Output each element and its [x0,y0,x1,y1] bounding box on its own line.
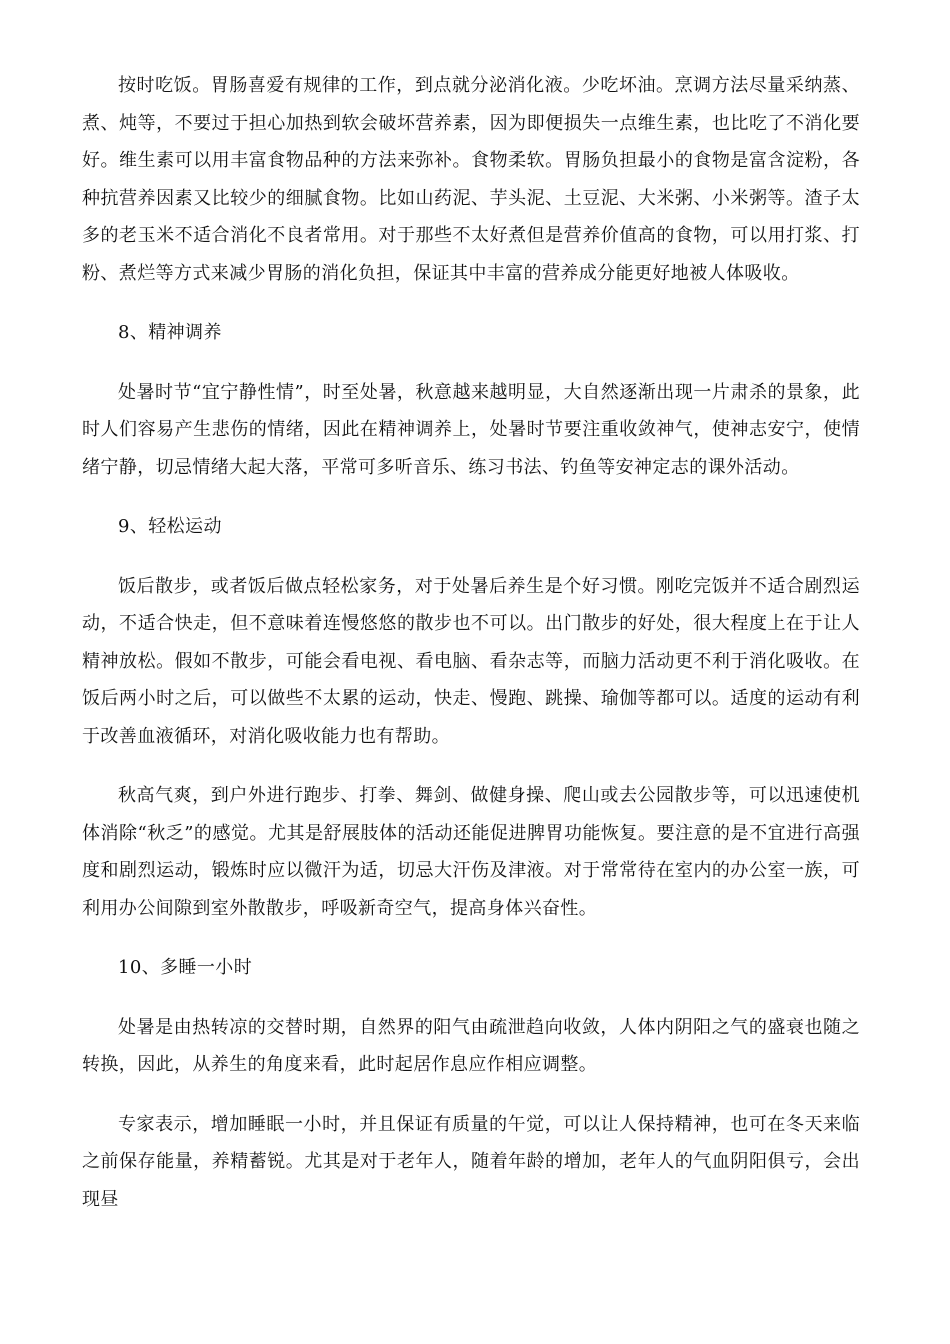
section-heading-mental-care: 8、精神调养 [118,322,222,343]
section-heading-more-sleep: 10、多睡一小时 [118,957,253,978]
paragraph-mental-care: 处暑时节“宜宁静性情”，时至处暑，秋意越来越明显，大自然逐渐出现一片肃杀的景象，此时人们容易产生悲伤的情绪，因此在精神调养上，处暑时节要注重收敛神气，使神志安宁，使情绪宁静，切忌情绪大起大落，平常可多听音乐、练习书法、钓鱼等安神定志的课外活动。 [82,381,860,478]
paragraph-after-meal-walk: 饭后散步，或者饭后做点轻松家务，对于处暑后养生是个好习惯。刚吃完饭并不适合剧烈运动，不适合快走，但不意味着连慢悠悠的散步也不可以。出门散步的好处，很大程度上在于让人精神放松。假如不散步，可能会看电视、看电脑、看杂志等，而脑力活动更不利于消化吸收。在饭后两小时之后，可以做些不太累的运动，快走、慢跑、跳操、瑜伽等都可以。适度的运动有利于改善血液循环，对消化吸收能力也有帮助。 [82,575,860,747]
section-heading-light-exercise: 9、轻松运动 [118,516,222,537]
paragraph-outdoor-activity: 秋高气爽，到户外进行跑步、打拳、舞剑、做健身操、爬山或去公园散步等，可以迅速使机体消除“秋乏”的感觉。尤其是舒展肢体的活动还能促进脾胃功能恢复。要注意的是不宜进行高强度和剧烈运动，锻炼时应以微汗为适，切忌大汗伤及津液。对于常常待在室内的办公室一族，可利用办公间隙到室外散散步，呼吸新奇空气，提高身体兴奋性。 [82,785,860,919]
paragraph-expert-sleep-advice: 专家表示，增加睡眠一小时，并且保证有质量的午觉，可以让人保持精神，也可在冬天来临之前保存能量，养精蓄锐。尤其是对于老年人，随着年龄的增加，老年人的气血阴阳俱亏，会出现昼 [82,1113,860,1210]
paragraph-diet-habits: 按时吃饭。胃肠喜爱有规律的工作，到点就分泌消化液。少吃坏油。烹调方法尽量采纳蒸、煮、炖等，不要过于担心加热到软会破坏营养素，因为即便损失一点维生素，也比吃了不消化要好。维生素可以用丰富食物品种的方法来弥补。食物柔软。胃肠负担最小的食物是富含淀粉，各种抗营养因素又比较少的细腻食物。比如山药泥、芋头泥、土豆泥、大米粥、小米粥等。渣子太多的老玉米不适合消化不良者常用。对于那些不太好煮但是营养价值高的食物，可以用打浆、打粉、煮烂等方式来减少胃肠的消化负担，保证其中丰富的营养成分能更好地被人体吸收。 [82,75,860,284]
document-body [82,67,860,1240]
paragraph-seasonal-transition: 处暑是由热转凉的交替时期，自然界的阳气由疏泄趋向收敛，人体内阴阳之气的盛衰也随之转换，因此，从养生的角度来看，此时起居作息应作相应调整。 [82,1016,860,1075]
